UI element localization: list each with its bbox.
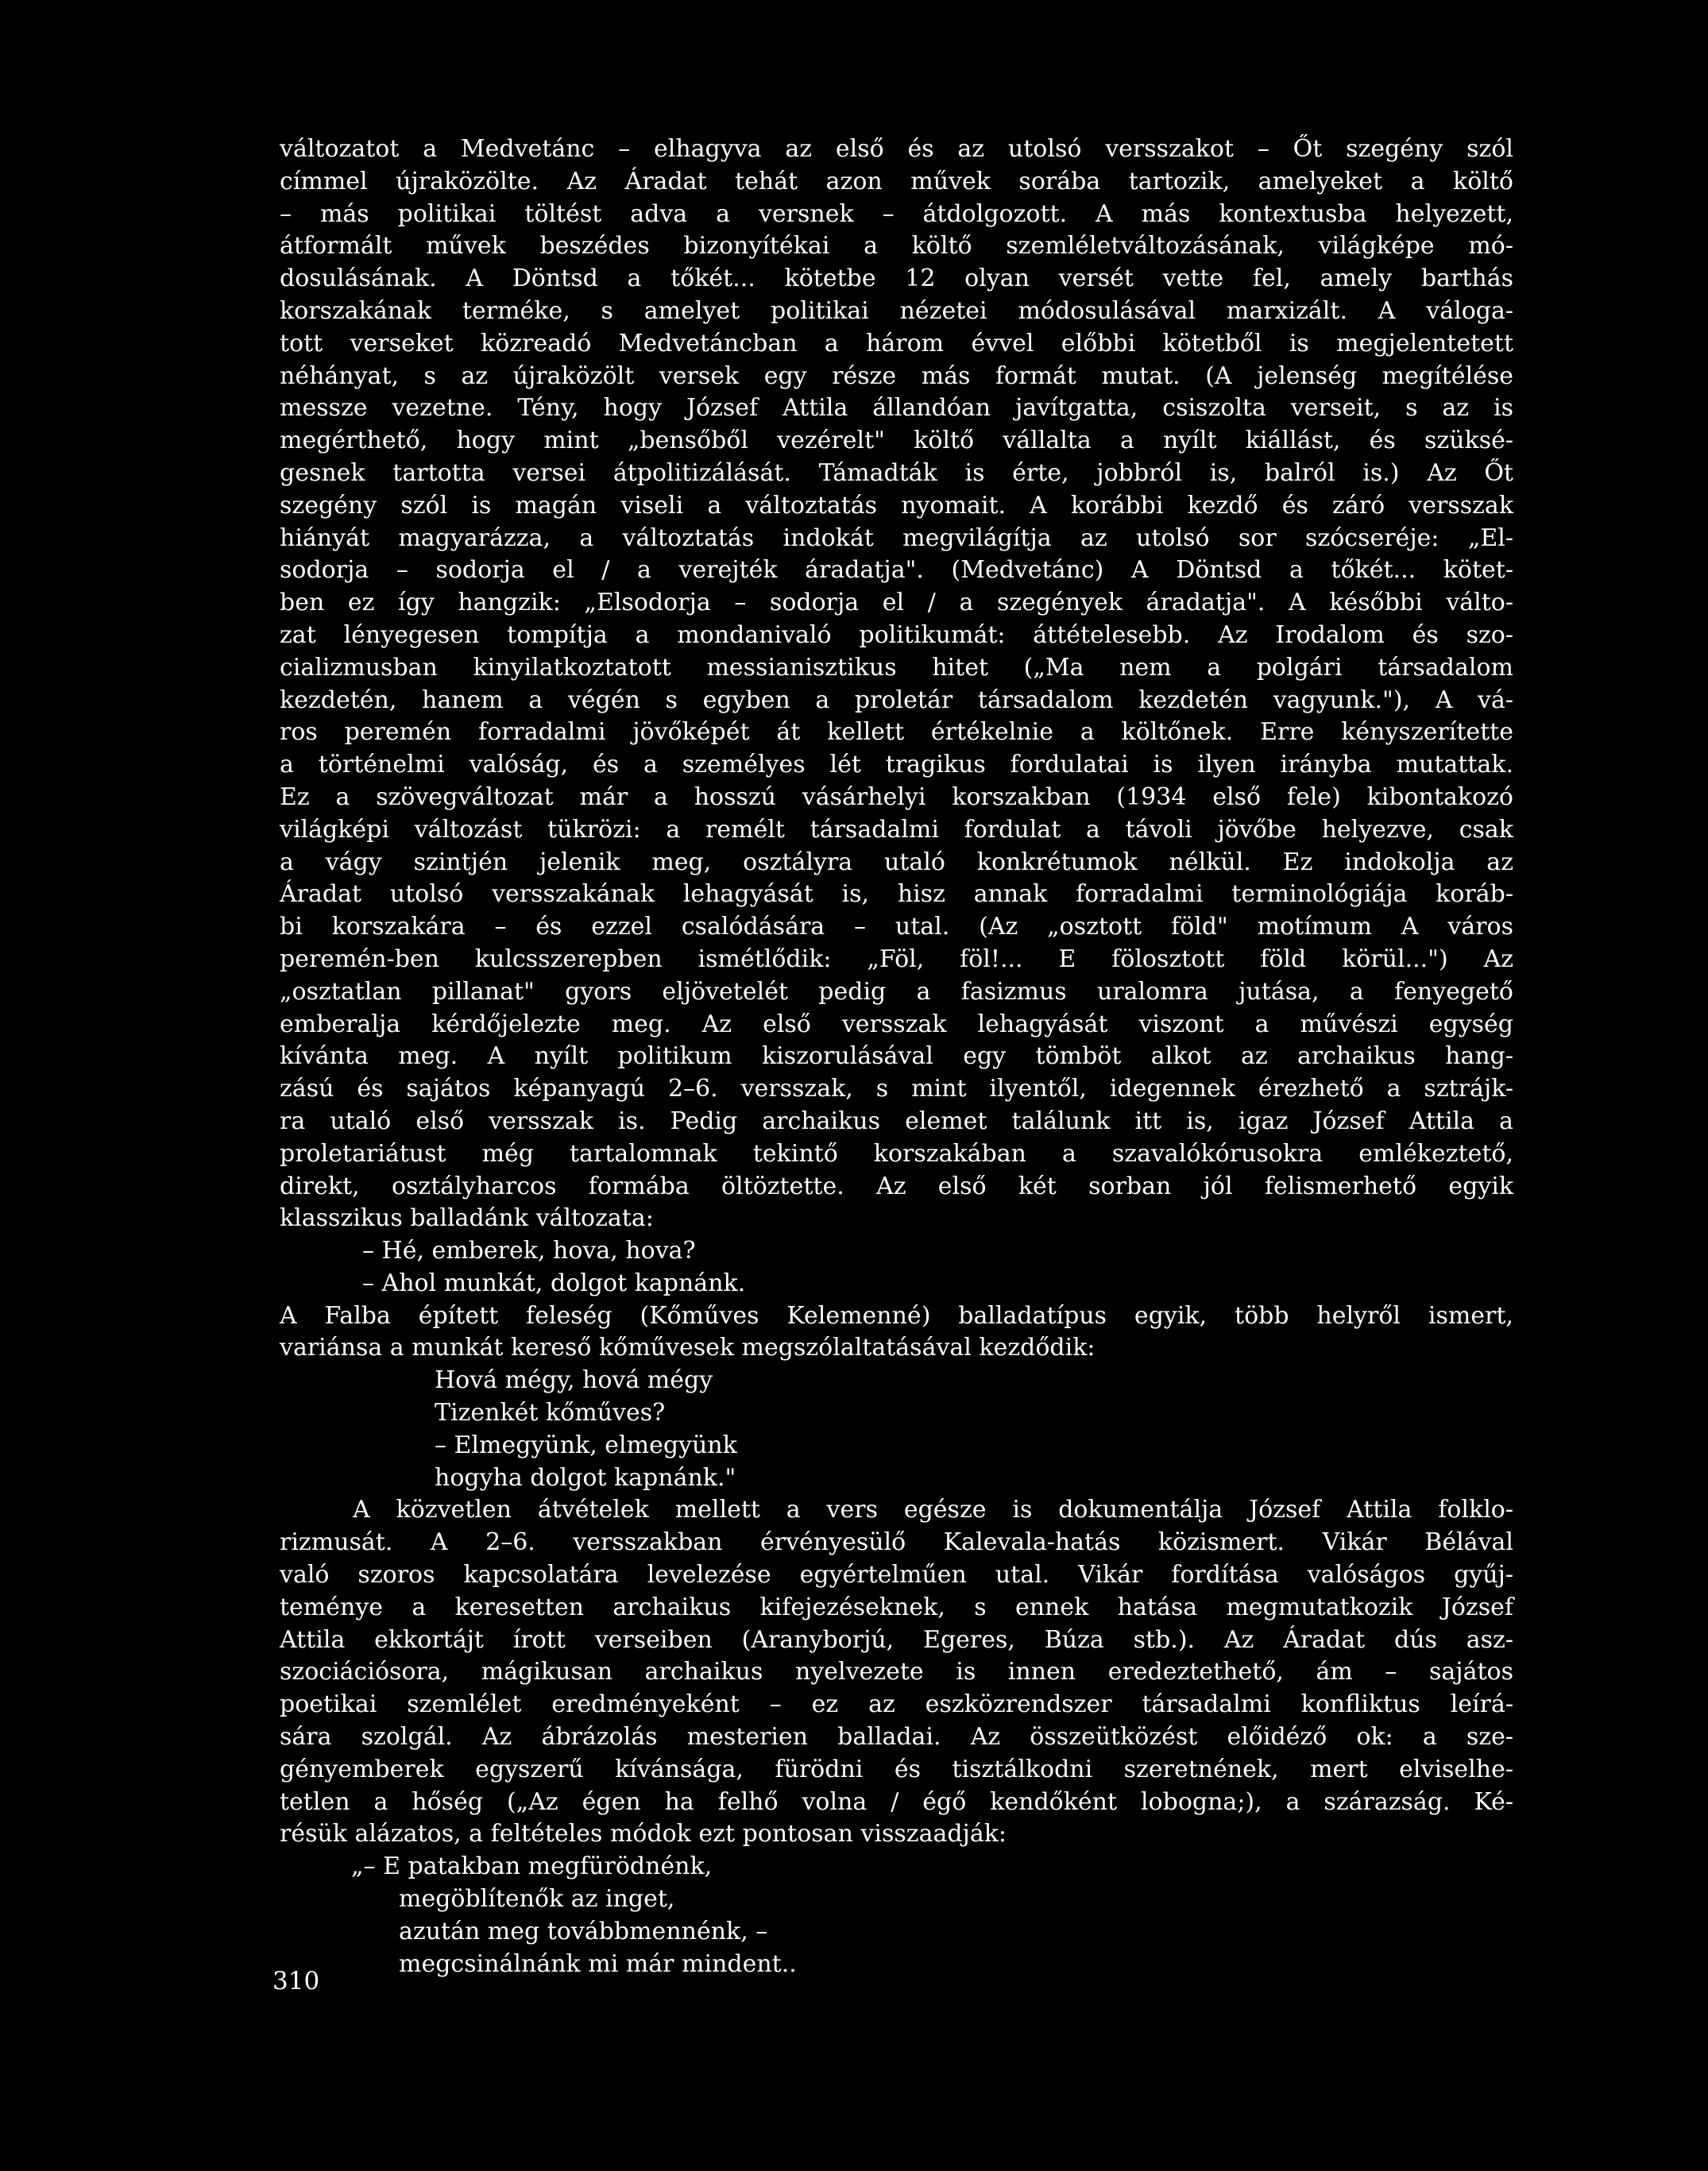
text-line: kezdetén, hanem a végén s egyben a proletár társadalom kezdetén vagyunk."), A vá-: [280, 686, 1513, 714]
text-line: címmel újraközölte. Az Áradat tehát azon művek sorába tartozik, amelyeket a költő: [280, 167, 1513, 195]
text-line: cializmusban kinyilatkoztatott messianisztikus hitet („Ma nem a polgári társadalom: [280, 653, 1513, 682]
text-line: variánsa a munkát kereső kőművesek megszólaltatásával kezdődik:: [280, 1334, 1096, 1362]
quote-line: megöblítenők az inget,: [399, 1885, 675, 1914]
text-line: Ez a szövegváltozat már a hosszú vásárhelyi korszakban (1934 első fele) kibontakozó: [280, 782, 1513, 811]
text-line: átformált művek beszédes bizonyítékai a költő szemléletváltozásának, világképe mó-: [280, 232, 1513, 261]
text-line: dosulásának. A Döntsd a tőkét... kötetbe 12 olyan versét vette fel, amely barthás: [280, 265, 1513, 293]
text-line: zású és sajátos képanyagú 2–6. versszak, s mint ilyentől, idegennek érezhető a sztrájk-: [280, 1075, 1513, 1103]
text-line: a történelmi valóság, és a személyes lét tragikus fordulatai is ilyen irányba mutattak.: [280, 751, 1513, 779]
text-line: messze vezetne. Tény, hogy József Attila állandóan javítgatta, csiszolta verseit, s az is: [280, 394, 1513, 423]
text-line: A közvetlen átvételek mellett a vers egésze is dokumentálja József Attila folklo-: [353, 1496, 1513, 1524]
text-line: ben ez így hangzik: „Elsodorja – sodorja el / a szegények áradatja". A későbbi válto-: [280, 589, 1513, 617]
text-line: A Falba épített feleség (Kőműves Kelemenné) balladatípus egyik, több helyről ismert,: [280, 1301, 1513, 1330]
quote-line: „– E patakban megfürödnénk,: [351, 1852, 713, 1881]
text-line: kívánta meg. A nyílt politikum kiszorulásával egy tömböt alkot az archaikus hang-: [280, 1042, 1513, 1071]
text-line: direkt, osztályharcos formába öltöztette. Az első két sorban jól felismerhető egyik: [280, 1172, 1513, 1200]
quote-line: megcsinálnánk mi már mindent..: [399, 1949, 797, 1978]
text-line: néhányat, s az újraközölt versek egy része más formát mutat. (A jelenség megítélése: [280, 361, 1513, 390]
quote-line: Hová mégy, hová mégy: [435, 1366, 713, 1395]
text-line: – más politikai töltést adva a versnek – átdolgozott. A más kontextusba helyezett,: [280, 199, 1513, 228]
text-line: megérthető, hogy mint „bensőből vezérelt" költő vállalta a nyílt kiállást, és szüksé-: [280, 427, 1513, 455]
page-body: [280, 133, 1513, 1980]
text-line: tott verseket közreadó Medvetáncban a három évvel előbbi kötetből is megjelentetett: [280, 329, 1513, 357]
text-line: tetlen a hőség („Az égen ha felhő volna / égő kendőként lobogna;), a szárazság. Ké-: [280, 1787, 1513, 1816]
text-line: gesnek tartotta versei átpolitizálását. Támadták is érte, jobbról is, balról is.) Az Őt: [280, 458, 1513, 487]
text-line: szociációsora, mágikusan archaikus nyelvezete is innen eredeztethető, ám – sajátos: [280, 1658, 1513, 1686]
text-line: peremén-ben kulcsszerepben ismétlődik: „Föl, föl!... E fölosztott föld körül...") Az: [280, 945, 1513, 973]
text-line: változatot a Medvetánc – elhagyva az első és az utolsó versszakot – Őt szegény szól: [280, 135, 1513, 163]
text-line: gényemberek egyszerű kívánsága, fürödni és tisztálkodni szeretnének, mert elviselhe-: [280, 1755, 1513, 1783]
quote-line: hogyha dolgot kapnánk.": [435, 1463, 736, 1492]
text-line: a vágy szintjén jelenik meg, osztályra utaló konkrétumok nélkül. Ez indokolja az: [280, 848, 1513, 876]
text-line: „osztatlan pillanat" gyors eljövetelét pedig a fasizmus uralomra jutása, a fenyegető: [280, 977, 1513, 1006]
text-line: ros peremén forradalmi jövőképét át kellett értékelnie a költőnek. Erre kényszerítette: [280, 718, 1513, 747]
text-line: proletariátust még tartalomnak tekintő korszakában a szavalókórusokra emlékeztető,: [280, 1139, 1513, 1168]
text-line: rizmusát. A 2–6. versszakban érvényesülő Kalevala-hatás közismert. Vikár Bélával: [280, 1528, 1513, 1557]
text-line: szegény szól is magán viseli a változtatás nyomait. A korábbi kezdő és záró versszak: [280, 491, 1513, 520]
text-line: Áradat utolsó versszakának lehagyását is, hisz annak forradalmi terminológiája koráb-: [280, 880, 1513, 909]
page-number: 310: [272, 1967, 320, 1995]
text-line: bi korszakára – és ezzel csalódására – utal. (Az „osztott föld" motímum A város: [280, 913, 1513, 941]
text-line: klasszikus balladánk változata:: [280, 1204, 654, 1233]
text-line: poetikai szemlélet eredményeként – ez az eszközrendszer társadalmi konfliktus leírá-: [280, 1690, 1513, 1719]
quote-line: – Elmegyünk, elmegyünk: [435, 1431, 737, 1459]
quote-line: Tizenkét kőműves?: [435, 1399, 666, 1427]
quote-line: – Hé, emberek, hova, hova?: [362, 1237, 696, 1265]
quote-line: – Ahol munkát, dolgot kapnánk.: [362, 1269, 746, 1297]
text-line: emberalja kérdőjelezte meg. Az első versszak lehagyását viszont a művészi egység: [280, 1010, 1513, 1038]
text-line: korszakának terméke, s amelyet politikai nézetei módosulásával marxizált. A váloga-: [280, 296, 1513, 325]
text-line: világképi változást tükrözi: a remélt társadalmi fordulat a távoli jövőbe helyezve, csak: [280, 815, 1513, 844]
quote-line: azután meg továbbmennénk, –: [399, 1917, 768, 1945]
text-line: való szoros kapcsolatára levelezése egyértelműen utal. Vikár fordítása valóságos gyűj-: [280, 1561, 1513, 1590]
text-line: hiányát magyarázza, a változtatás indokát megvilágítja az utolsó sor szócseréje: „El-: [280, 523, 1513, 552]
text-line: ra utaló első versszak is. Pedig archaikus elemet találunk itt is, igaz József Attila a: [280, 1107, 1513, 1135]
text-line: zat lényegesen tompítja a mondanivaló politikumát: áttételesebb. Az Irodalom és szo-: [280, 620, 1513, 649]
text-line: sára szolgál. Az ábrázolás mesterien balladai. Az összeütközést előidéző ok: a sze-: [280, 1723, 1513, 1752]
text-line: résük alázatos, a feltételes módok ezt pontosan visszaadják:: [280, 1820, 1007, 1848]
text-line: teménye a keresetten archaikus kifejezéseknek, s ennek hatása megmutatkozik József: [280, 1593, 1513, 1621]
text-line: Attila ekkortájt írott verseiben (Aranyborjú, Egeres, Búza stb.). Az Áradat dús asz-: [280, 1625, 1513, 1654]
text-line: sodorja – sodorja el / a verejték áradatja". (Medvetánc) A Döntsd a tőkét... kötet-: [280, 556, 1513, 585]
